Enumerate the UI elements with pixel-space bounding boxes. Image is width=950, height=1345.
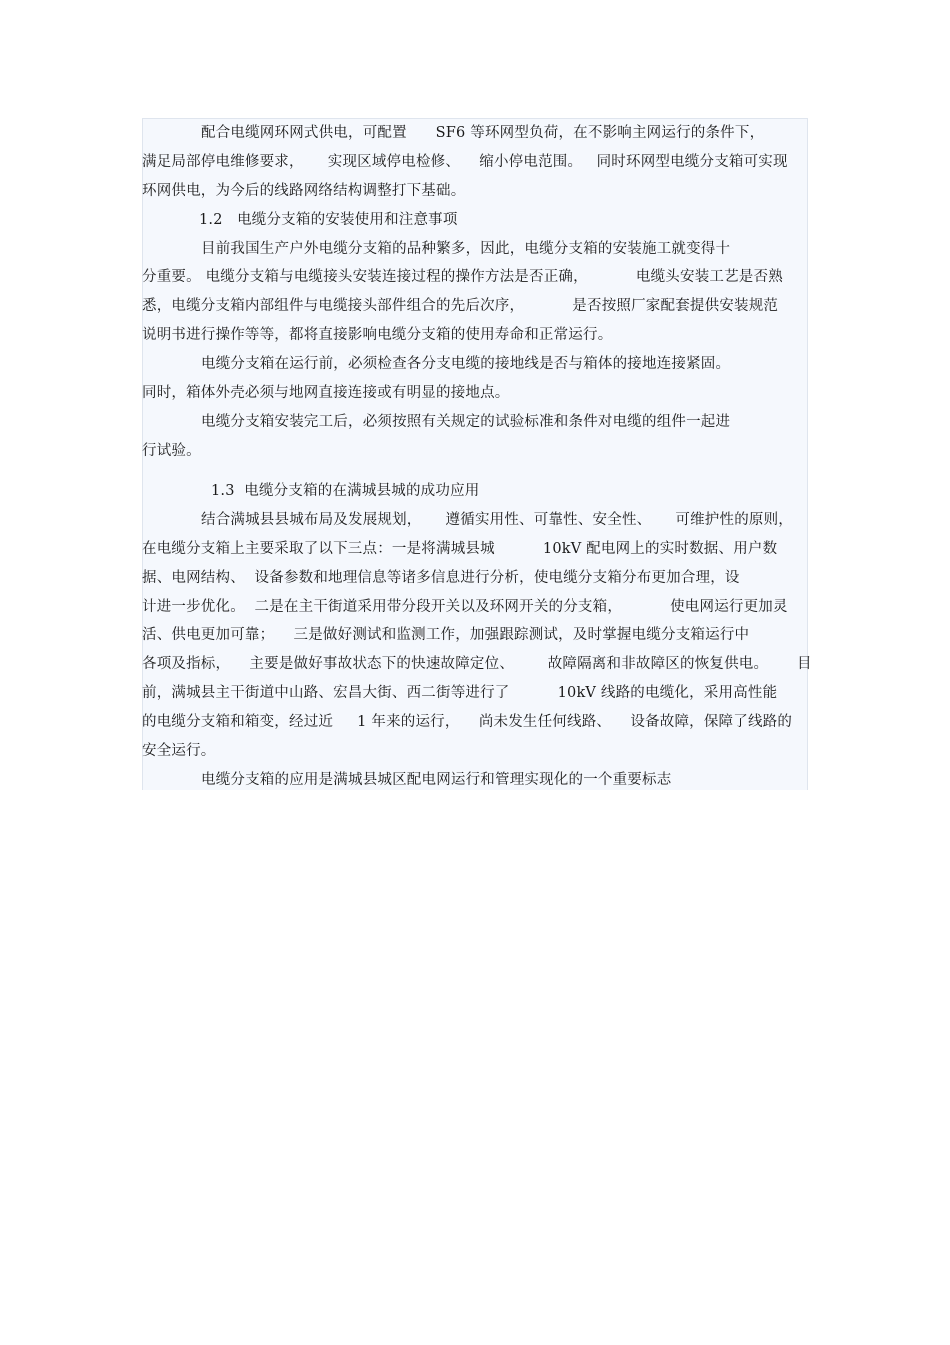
text-line: 结合满城县县城布局及发展规划， 遵循实用性、可靠性、安全性、 可维护性的原则，: [201, 512, 793, 528]
text-line: 电缆分支箱安装完工后，必须按照有关规定的试验标准和条件对电缆的组件一起进: [201, 414, 731, 430]
text-line: 配合电缆网环网式供电，可配置 SF6 等环网型负荷，在不影响主网运行的条件下，: [201, 125, 765, 141]
text-line: 满足局部停电维修要求， 实现区域停电检修、 缩小停电范围。 同时环网型电缆分支箱可实现: [142, 154, 788, 170]
text-line: 各项及指标， 主要是做好事故状态下的快速故障定位、 故障隔离和非故障区的恢复供电。 目: [142, 656, 812, 672]
text-line: 行试验。: [142, 443, 201, 459]
text-line: 在电缆分支箱上主要采取了以下三点：一是将满城县城 10kV 配电网上的实时数据、用户数: [142, 541, 778, 557]
text-line: 电缆分支箱的应用是满城县城区配电网运行和管理实现化的一个重要标志: [201, 772, 672, 788]
text-line: 计进一步优化。 二是在主干街道采用带分段开关以及环网开关的分支箱， 使电网运行更加灵: [142, 599, 788, 615]
text-line: 环网供电，为今后的线路网络结构调整打下基础。: [142, 183, 466, 199]
section-heading-1-2: 1.2 电缆分支箱的安装使用和注意事项: [199, 212, 458, 228]
text-line: 前，满城县主干街道中山路、宏昌大街、西二街等进行了 10kV 线路的电缆化，采用高性能: [142, 685, 778, 701]
text-line: 目前我国生产户外电缆分支箱的品种繁多，因此，电缆分支箱的安装施工就变得十: [201, 241, 731, 257]
text-line: 的电缆分支箱和箱变，经过近 1 年来的运行， 尚未发生任何线路、 设备故障，保障了线路的: [142, 714, 793, 730]
text-line: 安全运行。: [142, 743, 216, 759]
text-line: 同时，箱体外壳必须与地网直接连接或有明显的接地点。: [142, 385, 510, 401]
text-line: 分重要。 电缆分支箱与电缆接头安装连接过程的操作方法是否正确， 电缆头安装工艺是否熟: [142, 269, 783, 285]
text-line: 悉，电缆分支箱内部组件与电缆接头部件组合的先后次序， 是否按照厂家配套提供安装规范: [142, 298, 779, 314]
text-line: 活、供电更加可靠； 三是做好测试和监测工作，加强跟踪测试，及时掌握电缆分支箱运行中: [142, 627, 750, 643]
section-heading-1-3: 1.3 电缆分支箱的在满城县城的成功应用: [211, 483, 480, 499]
text-line: 说明书进行操作等等，都将直接影响电缆分支箱的使用寿命和正常运行。: [142, 327, 613, 343]
text-line: 电缆分支箱在运行前，必须检查各分支电缆的接地线是否与箱体的接地连接紧固。: [201, 356, 731, 372]
text-line: 据、电网结构、 设备参数和地理信息等诸多信息进行分析，使电缆分支箱分布更加合理，设: [142, 570, 740, 586]
